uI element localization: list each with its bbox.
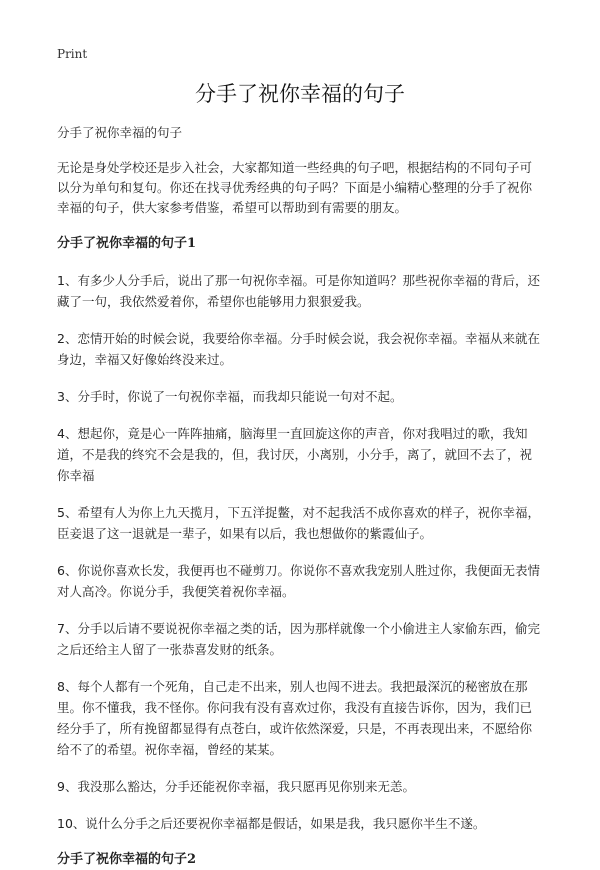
sentence-list — [57, 270, 543, 834]
list-item: 4、想起你，竟是心一阵阵抽痛，脑海里一直回旋这你的声音，你对我唱过的歌，我知道，不是我的终究不会是我的，但，我讨厌，小离别，小分手，离了，就回不去了，祝你幸福 — [57, 426, 533, 483]
page-title: 分手了祝你幸福的句子 — [195, 82, 405, 106]
list-item: 5、希望有人为你上九天揽月，下五洋捉鳖，对不起我活不成你喜欢的样子，祝你幸福，臣妾退了这一退就是一辈子，如果有以后，我也想做你的紫霞仙子。 — [57, 505, 540, 541]
list-item: 1、有多少人分手后，说出了那一句祝你幸福。可是你知道吗？那些祝你幸福的背后，还藏了一句，我依然爱着你，希望你也能够用力狠狠爱我。 — [57, 273, 540, 309]
article-subtitle: 分手了祝你幸福的句子 — [57, 125, 183, 140]
intro-paragraph: 无论是身处学校还是步入社会，大家都知道一些经典的句子吧，根据结构的不同句子可以分为单句和复句。你还在找寻优秀经典的句子吗？下面是小编精心整理的分手了祝你幸福的句子，供大家参考借鉴，希望可以帮助到有需要的朋友。 — [57, 160, 533, 215]
list-item: 7、分手以后请不要说祝你幸福之类的话，因为那样就像一个小偷进主人家偷东西，偷完之后还给主人留了一张恭喜发财的纸条。 — [57, 621, 540, 657]
section-heading-2: 分手了祝你幸福的句子2 — [57, 852, 197, 867]
list-item: 9、我没那么豁达，分手还能祝你幸福，我只愿再见你别来无恙。 — [57, 779, 415, 794]
list-item: 6、你说你喜欢长发，我便再也不碰剪刀。你说你不喜欢我宠别人胜过你，我便面无表情对人高冷。你说分手，我便笑着祝你幸福。 — [57, 563, 540, 599]
list-item: 8、每个人都有一个死角，自己走不出来，别人也闯不进去。我把最深沉的秘密放在那里。你不懂我，我不怪你。你问我有没有喜欢过你，我没有直接告诉你，因为，我们已经分手了，所有挽留都显得有点苍白，或许依然深爱，只是，不再表现出来，不愿给你给不了的希望。祝你幸福，曾经的某某。 — [57, 679, 533, 757]
list-item: 3、分手时，你说了一句祝你幸福，而我却只能说一句对不起。 — [57, 389, 403, 404]
section-heading-1: 分手了祝你幸福的句子1 — [57, 236, 197, 251]
print-link[interactable]: Print — [57, 47, 88, 61]
list-item: 2、恋情开始的时候会说，我要给你幸福。分手时候会说，我会祝你幸福。幸福从来就在身边，幸福又好像始终没来过。 — [57, 331, 540, 367]
list-item: 10、说什么分手之后还要祝你幸福都是假话，如果是我，我只愿你半生不遂。 — [57, 816, 486, 831]
